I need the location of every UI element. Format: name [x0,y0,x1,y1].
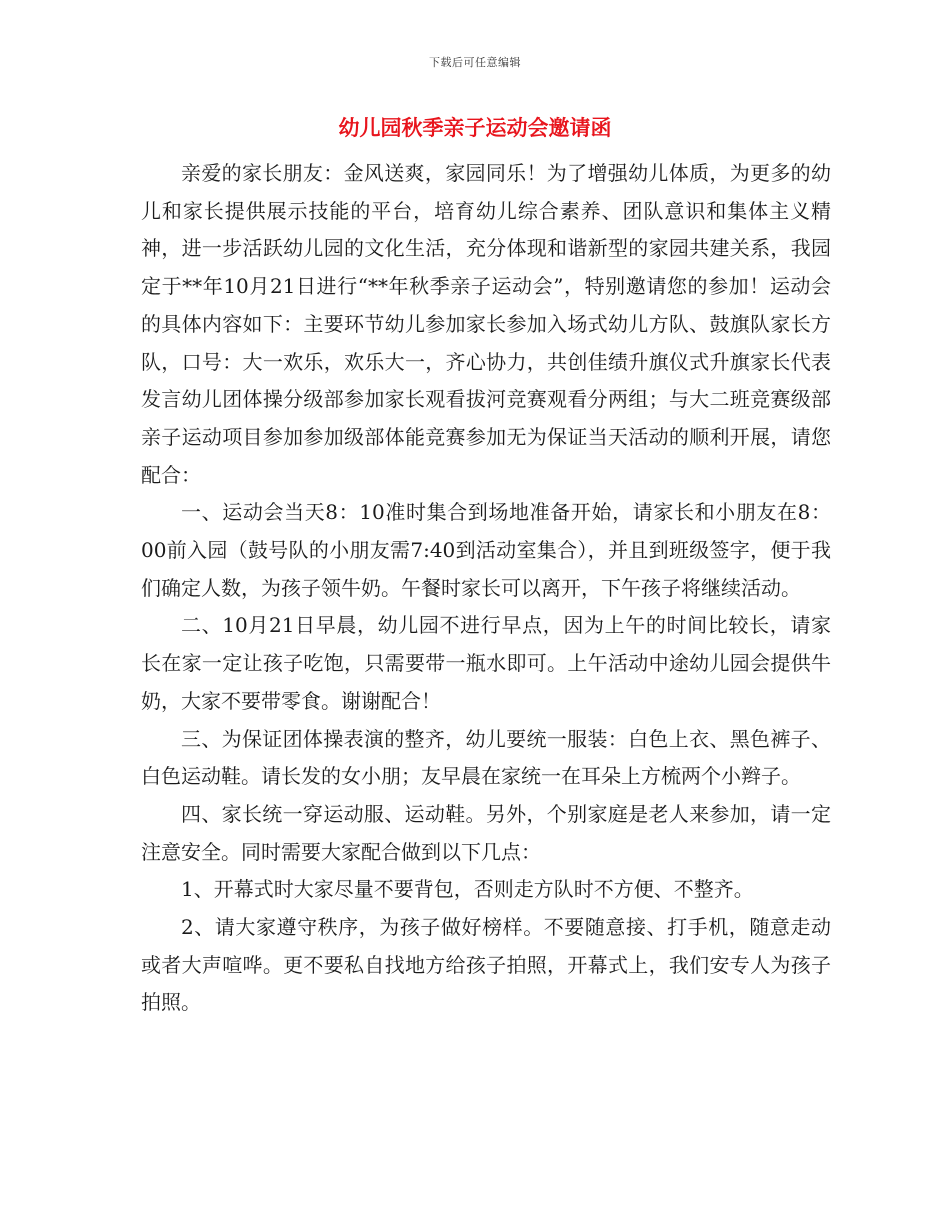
document-body [141,155,831,1022]
paragraph-item-3: 三、为保证团体操表演的整齐，幼儿要统一服装：白色上衣、黑色裤子、白色运动鞋。请长发的女小朋；友早晨在家统一在耳朵上方梳两个小辫子。 [141,726,831,789]
paragraph-item-2: 二、10月21日早晨，幼儿园不进行早点，因为上午的时间比较长，请家长在家一定让孩子吃饱，只需要带一瓶水即可。上午活动中途幼儿园会提供牛奶，大家不要带零食。谢谢配合！ [141,613,831,713]
paragraph-item-1: 一、运动会当天8：10准时集合到场地准备开始，请家长和小朋友在8：00前入园（鼓号队的小朋友需7:40到活动室集合），并且到班级签字，便于我们确定人数，为孩子领牛奶。午餐时家长可以离开，下午孩子将继续活动。 [141,500,831,600]
page-header-note: 下载后可任意编辑 [429,56,521,69]
paragraph-intro: 亲爱的家长朋友：金风送爽，家园同乐！为了增强幼儿体质，为更多的幼儿和家长提供展示技能的平台，培育幼儿综合素养、团队意识和集体主义精神，进一步活跃幼儿园的文化生活，充分体现和谐新型的家园共建关系，我园定于**年10月21日进行“**年秋季亲子运动会”，特别邀请您的参加！运动会的具体内容如下：主要环节幼儿参加家长参加入场式幼儿方队、鼓旗队家长方队，口号：大一欢乐，欢乐大一，齐心协力，共创佳绩升旗仪式升旗家长代表发言幼儿团体操分级部参加家长观看拔河竞赛观看分两组；与大二班竞赛级部亲子运动项目参加参加级部体能竞赛参加无为保证当天活动的顺利开展，请您配合： [141,161,831,487]
paragraph-point-1: 1、开幕式时大家尽量不要背包，否则走方队时不方便、不整齐。 [181,877,754,902]
document-title: 幼儿园秋季亲子运动会邀请函 [338,116,612,140]
paragraph-item-4: 四、家长统一穿运动服、运动鞋。另外，个别家庭是老人来参加，请一定注意安全。同时需要大家配合做到以下几点： [141,801,831,864]
paragraph-point-2: 2、请大家遵守秩序，为孩子做好榜样。不要随意接、打手机，随意走动或者大声喧哗。更不要私自找地方给孩子拍照，开幕式上，我们安专人为孩子拍照。 [141,915,831,1015]
